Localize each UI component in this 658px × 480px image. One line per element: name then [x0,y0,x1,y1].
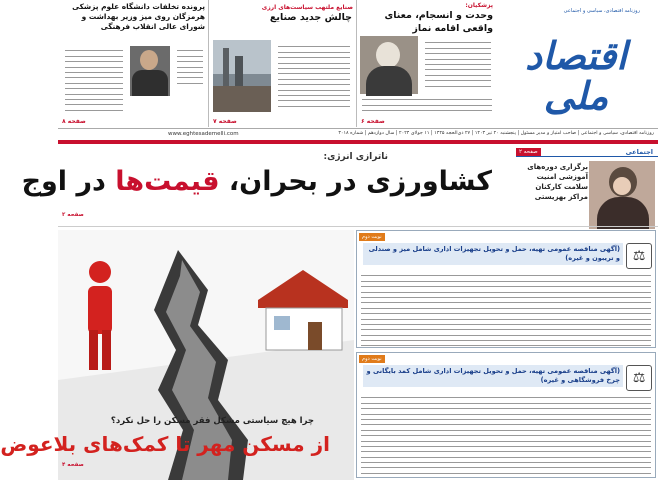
headline-title[interactable] [22,166,492,197]
ad-tag: نوبت دوم [359,233,385,241]
scales-icon: ⚖ [632,370,646,386]
section-divider [58,226,658,227]
ad-body [359,393,653,474]
headline-title-main: کشاورزی در بحران، [219,166,492,197]
teaser-page[interactable]: صفحه ۸ [62,118,86,125]
teaser-industry[interactable] [208,0,356,127]
dateline-info: روزنامه اقتصادی، سیاسی و اجتماعی | صاحب امتیاز و مدیر مسئول | پنجشنبه ۲۰ تیر ۱۴۰۳ | ۲۷ ذی‌الحجه ۱۴۴۵ | ۱۱ جولای ۲۰۲۴ | سال دوازدهم | شماره ۳۰۱۸ [338,131,654,136]
tender-ad-1[interactable] [356,230,656,348]
headline-title-red: قیمت‌ها [115,166,220,197]
lead-page[interactable]: صفحه ۴ [62,462,84,468]
teaser-pezeshkian[interactable] [356,0,496,127]
ad-tag: نوبت دوم [359,355,385,363]
ad-title[interactable]: (آگهی مناقصه عمومی تهیه، حمل و تحویل تجهیزات اداری شامل میز و صندلی و تریبون و غیره) [363,243,623,265]
dateline-website[interactable]: www.eghtesademelli.com [168,131,239,137]
lead-title[interactable]: از مسکن مهر تا کمک‌های بلاعوض [0,432,330,456]
person-icon [88,261,112,370]
teaser-kicker: پزشکیان: [465,2,493,9]
masthead-logo[interactable] [498,6,654,116]
red-divider [58,140,658,144]
headline-page[interactable]: صفحه ۲ [62,212,84,218]
teaser-page[interactable]: صفحه ۶ [361,118,385,125]
teaser-page[interactable]: صفحه ۷ [213,118,237,125]
teaser-title[interactable]: وحدت و انسجام، معنای واقعی اقامه نماز [384,10,493,34]
social-title[interactable]: برگزاری دوره‌های آموزشی امنیت سلامت کارکنان مراکز بهزیستی [527,163,588,201]
ad-body [359,271,653,346]
teaser-body-left [60,46,128,111]
lead-illustration[interactable] [0,230,354,480]
house-icon [258,270,348,350]
masthead-title: اقتصاد ملی [525,33,627,118]
ad-logo [626,243,652,269]
social-column[interactable] [516,148,658,232]
teaser-body-right [172,46,208,84]
headline-kicker: ناترازی انرژی: [323,152,388,162]
headline-block[interactable] [21,146,516,226]
teaser-medical-university[interactable] [58,0,208,127]
social-photo [589,161,655,229]
social-tag: اجتماعی [623,148,656,156]
scales-icon: ⚖ [632,248,646,264]
headline-title-end: در اوج [21,166,116,197]
teaser-kicker: صنایع ملتهب سیاست‌های ارزی [261,4,353,11]
lead-subtitle: چرا هیچ سیاستی مشکل فقر مسکن را حل نکرد؟ [110,416,314,426]
teaser-photo [360,36,418,94]
teaser-body [420,38,496,87]
teaser-title[interactable]: پرونده تخلفات دانشگاه علوم پزشکی هرمزگان روی میز وزیر بهداشت و شورای عالی انقلاب فرهنگی [72,2,205,31]
teaser-photo [130,46,170,96]
tender-ad-2[interactable] [356,352,656,478]
ad-title[interactable]: (آگهی مناقصه عمومی تهیه، حمل و تحویل تجهیزات اداری شامل کمد بایگانی و چرخ فروشگاهی و غیره) [363,365,623,387]
dateline-bar [58,128,658,140]
teaser-title[interactable]: چالش جدید صنایع [269,12,352,23]
social-page[interactable]: صفحه ۲ [516,148,541,156]
ad-logo [626,365,652,391]
teaser-body [273,42,355,107]
masthead-tagline: روزنامه اقتصادی، سیاسی و اجتماعی [563,8,640,14]
teaser-photo [213,40,271,112]
